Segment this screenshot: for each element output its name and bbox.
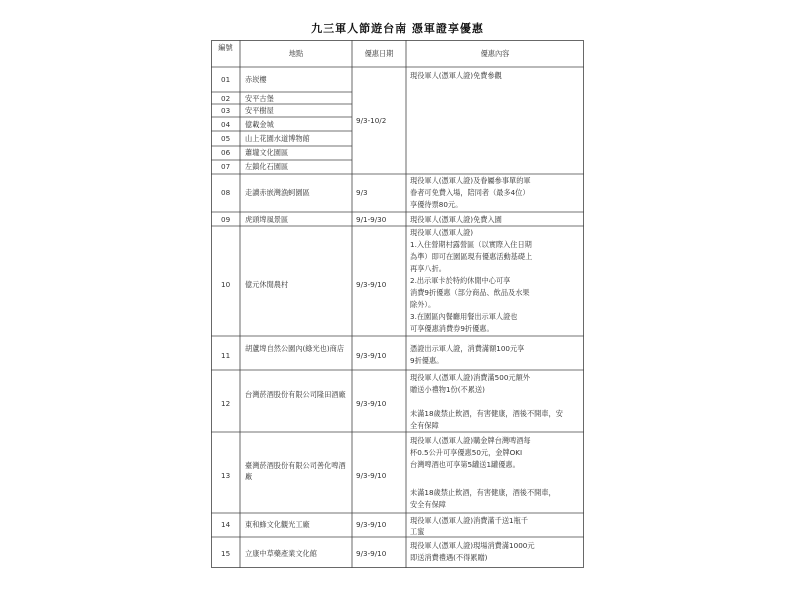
row-place: 走讀赤嵌灣漁蚵園區 bbox=[245, 188, 310, 197]
row-content-line: 2.出示軍卡於特約休閒中心可享 bbox=[410, 276, 511, 285]
row-place: 東和蜂文化觀光工廠 bbox=[245, 520, 310, 529]
row-no: 01 bbox=[221, 75, 231, 84]
row-no: 15 bbox=[221, 549, 231, 558]
row-content-line: 即送消費禮遇(不得累贈) bbox=[410, 553, 488, 562]
row-content-line: 現役軍人(憑軍人證)購金牌台灣啤酒每 bbox=[410, 436, 531, 445]
row-content-line: 再享八折。 bbox=[410, 264, 446, 273]
row-content-line: 現役軍人(憑軍人證)現場消費滿1000元 bbox=[410, 541, 535, 550]
row-no: 09 bbox=[221, 215, 231, 224]
row-no: 12 bbox=[221, 399, 231, 408]
row-content-line: 消費9折優惠（部分商品、飲品及水果 bbox=[410, 288, 530, 297]
row-note-line: 未滿18歲禁止飲酒，有害健康，酒後不開車， bbox=[410, 488, 556, 497]
row-place: 台灣菸酒股份有限公司隆田酒廠 bbox=[245, 390, 346, 399]
row-no: 06 bbox=[221, 148, 231, 157]
row-no: 08 bbox=[221, 188, 231, 197]
row-no: 05 bbox=[221, 134, 231, 143]
row-content-line: 9折優惠。 bbox=[410, 356, 444, 365]
row-content-line: 3.在園區內餐廳用餐出示軍人證也 bbox=[410, 312, 518, 321]
row-no: 14 bbox=[221, 520, 231, 529]
row-content-line: 現役軍人(憑軍人證)消費滿500元額外 bbox=[410, 373, 530, 382]
discount-table bbox=[211, 40, 584, 568]
row-place: 虎頭埤風景區 bbox=[245, 215, 289, 224]
document-page bbox=[211, 0, 584, 600]
row-date: 9/3-9/10 bbox=[356, 471, 387, 480]
row-content-line: 贈送小禮物1份(不累送) bbox=[410, 385, 485, 394]
row-date: 9/1-9/30 bbox=[356, 215, 387, 224]
row-date: 9/3-9/10 bbox=[356, 399, 387, 408]
row-no: 13 bbox=[221, 471, 231, 480]
group-date: 9/3-10/2 bbox=[356, 116, 387, 125]
row-place: 臺灣菸酒股份有限公司善化啤酒廠 bbox=[245, 461, 346, 481]
row-place: 左鎮化石園區 bbox=[245, 162, 289, 171]
row-no: 07 bbox=[221, 162, 231, 171]
row-note-line: 全有保障 bbox=[410, 421, 439, 430]
row-place: 胡蘆埤自然公園內(綠光也)商店 bbox=[245, 344, 345, 353]
group-content: 現役軍人(憑軍人證)免費參觀 bbox=[410, 71, 502, 80]
row-content-line: 杯0.5公升可享優惠50元，金牌OKI bbox=[410, 448, 523, 457]
row-content-line: 憑證出示軍人證，消費滿額100元享 bbox=[410, 344, 525, 353]
row-no: 11 bbox=[221, 351, 231, 360]
row-date: 9/3-9/10 bbox=[356, 520, 387, 529]
header-date: 優惠日期 bbox=[364, 49, 394, 58]
row-no: 02 bbox=[221, 94, 231, 103]
row-no: 04 bbox=[221, 120, 231, 129]
row-content-line: 除外）。 bbox=[410, 300, 436, 309]
row-place: 安平古堡 bbox=[245, 94, 274, 103]
header-no: 編號 bbox=[218, 43, 233, 52]
row-content-line: 現役軍人(憑軍人證)消費滿千送1瓶千 bbox=[410, 516, 528, 525]
row-no: 10 bbox=[221, 280, 231, 289]
row-content-line: 眷者可免費入場，陪同者（最多4位） bbox=[410, 188, 530, 197]
row-no: 03 bbox=[221, 106, 231, 115]
row-date: 9/3-9/10 bbox=[356, 280, 387, 289]
header-place: 地點 bbox=[288, 49, 304, 58]
row-content-line: 台灣啤酒也可享第5罐送1罐優惠。 bbox=[410, 460, 520, 469]
row-content-line: 現役軍人(憑軍人證)免費入園 bbox=[410, 215, 502, 224]
row-content-line: 為準）即可在園區現有優惠活動基礎上 bbox=[410, 252, 533, 261]
header-content: 優惠內容 bbox=[480, 49, 510, 58]
row-content-line: 可享優惠消費券9折優惠。 bbox=[410, 324, 494, 333]
row-place: 蕭壠文化園區 bbox=[245, 148, 289, 157]
row-place: 億元休閒農村 bbox=[245, 280, 289, 289]
row-note-line: 安全有保障 bbox=[410, 500, 446, 509]
row-content-line: 現役軍人(憑軍人證) bbox=[410, 228, 474, 237]
row-content-line: 現役軍人(憑軍人證)及眷屬參事單的軍 bbox=[410, 176, 531, 185]
row-place: 山上花園水道博物館 bbox=[245, 134, 310, 143]
document-title: 九三軍人節遊台南 憑軍證享優惠 bbox=[311, 22, 484, 35]
row-content-line: 1.入住營期村露營區（以實際入住日期 bbox=[410, 240, 532, 249]
row-place: 立康中草藥產業文化館 bbox=[245, 549, 317, 558]
row-content-line: 享優待票80元。 bbox=[410, 200, 463, 209]
row-content-line: 工蜜 bbox=[410, 527, 425, 536]
row-date: 9/3-9/10 bbox=[356, 549, 387, 558]
row-note-line: 未滿18歲禁止飲酒，有害健康，酒後不開車，安 bbox=[410, 409, 563, 418]
row-place: 赤崁樓 bbox=[245, 75, 267, 84]
row-date: 9/3-9/10 bbox=[356, 351, 387, 360]
row-place: 安平樹屋 bbox=[245, 106, 274, 115]
row-place: 億載金城 bbox=[245, 120, 274, 129]
row-date: 9/3 bbox=[356, 188, 368, 197]
